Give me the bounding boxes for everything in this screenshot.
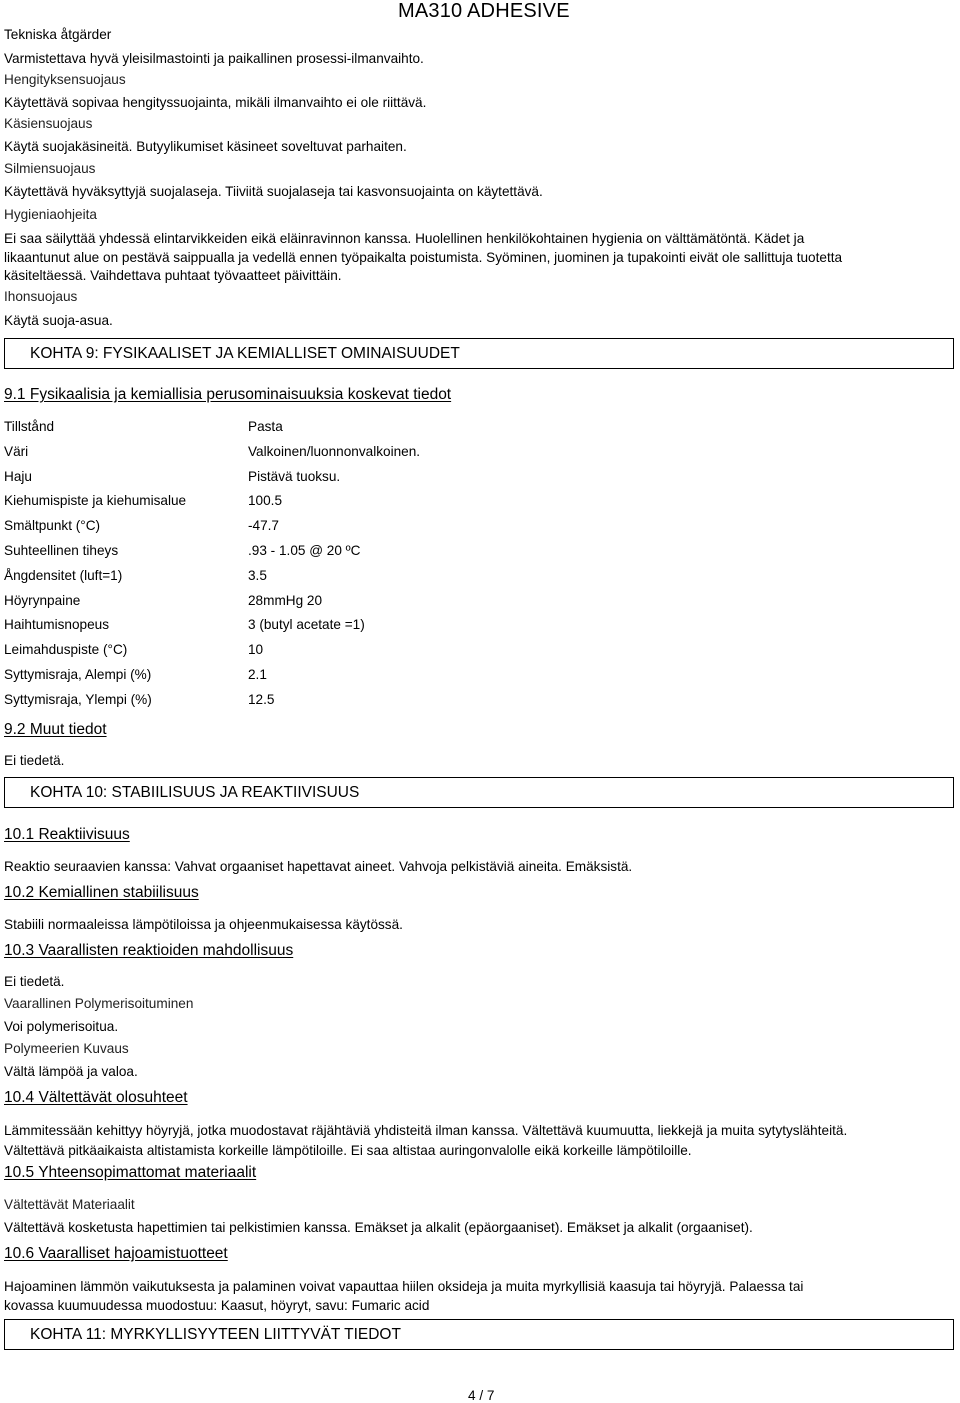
property-label: Ångdensitet (luft=1) bbox=[4, 568, 123, 583]
avoid-materials-heading: Vältettävät Materiaalit bbox=[4, 1197, 135, 1212]
property-value: 3 (butyl acetate =1) bbox=[248, 617, 365, 632]
property-value: 28mmHg 20 bbox=[248, 593, 323, 608]
hengitys-heading: Hengityksensuojaus bbox=[4, 72, 126, 87]
subsection-10-1-text: Reaktio seuraavien kanssa: Vahvat orgaaniset hapettavat aineet. Vahvoja pelkistäviä aineita. Emäksistä. bbox=[4, 859, 633, 874]
property-value: Pasta bbox=[248, 419, 283, 434]
subsection-10-4-title: 10.4 Vältettävät olosuhteet bbox=[4, 1089, 188, 1106]
section-10-header bbox=[4, 777, 954, 808]
subsection-10-1-title: 10.1 Reaktiivisuus bbox=[4, 826, 130, 843]
kasi-heading: Käsiensuojaus bbox=[4, 116, 93, 131]
section-11-header bbox=[4, 1319, 954, 1350]
property-label: Tillstånd bbox=[4, 419, 55, 434]
subsection-10-3-text: Ei tiedetä. bbox=[4, 974, 65, 989]
property-label: Haihtumisnopeus bbox=[4, 617, 110, 632]
section-9-title: KOHTA 9: FYSIKAALISET JA KEMIALLISET OMINAISUUDET bbox=[30, 345, 460, 362]
property-label: Haju bbox=[4, 469, 32, 484]
iho-text: Käytä suoja-asua. bbox=[4, 313, 113, 328]
subsection-10-2-title: 10.2 Kemiallinen stabiilisuus bbox=[4, 884, 199, 901]
property-label: Väri bbox=[4, 444, 29, 459]
tekniska-heading: Tekniska åtgärder bbox=[4, 27, 112, 42]
iho-heading: Ihonsuojaus bbox=[4, 289, 78, 304]
polymerisation-heading: Vaarallinen Polymerisoituminen bbox=[4, 996, 194, 1011]
property-value: -47.7 bbox=[248, 518, 279, 533]
property-value: .93 - 1.05 @ 20 ºC bbox=[248, 543, 361, 558]
page-number: 4 / 7 bbox=[468, 1388, 495, 1403]
tekniska-text: Varmistettava hyvä yleisilmastointi ja paikallinen prosessi-ilmanvaihto. bbox=[4, 51, 424, 66]
subsection-10-2-text: Stabiili normaaleissa lämpötiloissa ja ohjeenmukaisessa käytössä. bbox=[4, 917, 403, 932]
property-label: Kiehumispiste ja kiehumisalue bbox=[4, 493, 187, 508]
property-label: Höyrynpaine bbox=[4, 593, 81, 608]
property-label: Smältpunkt (°C) bbox=[4, 518, 101, 533]
property-value: 12.5 bbox=[248, 692, 275, 707]
section-11-title: KOHTA 11: MYRKYLLISYYTEEN LIITTYVÄT TIEDOT bbox=[30, 1326, 401, 1343]
section-9-header bbox=[4, 338, 954, 369]
property-value: Pistävä tuoksu. bbox=[248, 469, 341, 484]
property-label: Suhteellinen tiheys bbox=[4, 543, 119, 558]
hygienia-heading: Hygieniaohjeita bbox=[4, 207, 97, 222]
subsection-9-1-title: 9.1 Fysikaalisia ja kemiallisia perusominaisuuksia koskevat tiedot bbox=[4, 386, 452, 403]
property-value: 3.5 bbox=[248, 568, 267, 583]
subsection-9-2-title: 9.2 Muut tiedot bbox=[4, 721, 107, 738]
property-label: Leimahduspiste (°C) bbox=[4, 642, 128, 657]
section-10-title: KOHTA 10: STABIILISUUS JA REAKTIIVISUUS bbox=[30, 784, 360, 801]
subsection-10-5-text: Vältettävä kosketusta hapettimien tai pelkistimien kanssa. Emäkset ja alkalit (epäorgaaniset). Emäkset ja alkalit (orgaaniset). bbox=[4, 1220, 753, 1235]
polymer-description-text: Vältä lämpöä ja valoa. bbox=[4, 1064, 138, 1079]
property-label: Syttymisraja, Alempi (%) bbox=[4, 667, 152, 682]
silmien-heading: Silmiensuojaus bbox=[4, 161, 96, 176]
hygienia-text: Ei saa säilyttää yhdessä elintarvikkeiden eikä eläinravinnon kanssa. Huolellinen henkilökohtainen hygienia on välttämätöntä. Kädet ja likaantunut alue on pestävä saippualla ja vedellä ennen työpaikalta poistumista. Syöminen, juominen ja tupakointi eivät ole sallittuja tuotetta käsiteltäessä. Vaihdettava puhtaat työvaatteet päivittäin. bbox=[4, 231, 843, 283]
subsection-10-6-title: 10.6 Vaaralliset hajoamistuotteet bbox=[4, 1245, 228, 1262]
hengitys-text: Käytettävä sopivaa hengityssuojainta, mikäli ilmanvaihto ei ole riittävä. bbox=[4, 95, 427, 110]
subsection-10-4-text: Lämmitessään kehittyy höyryjä, jotka muodostavat räjähtäviä yhdisteitä ilman kanssa. Vältettävä kuumuutta, liekkejä ja muita sytytyslähteitä. Vältettävä pitkäaikaista altistamista korkeille lämpötiloille. Ei saa altistaa auringonvalolle eikä korkeille lämpötiloille. bbox=[4, 1123, 848, 1158]
subsection-10-6-text: Hajoaminen lämmön vaikutuksesta ja palaminen voivat vapauttaa hiilen oksideja ja muita myrkyllisiä kaasuja tai höyryjä. Palaessa tai kovassa kuumuudessa muodostuu: Kaasut, höyryt, savu: Fumaric acid bbox=[4, 1279, 804, 1313]
property-value: Valkoinen/luonnonvalkoinen. bbox=[248, 444, 421, 459]
property-value: 10 bbox=[248, 642, 264, 657]
property-value: 100.5 bbox=[248, 493, 283, 508]
subsection-10-5-title: 10.5 Yhteensopimattomat materiaalit bbox=[4, 1164, 257, 1181]
product-name: MA310 ADHESIVE bbox=[398, 0, 570, 22]
subsection-9-2-text: Ei tiedetä. bbox=[4, 753, 65, 768]
polymer-description-heading: Polymeerien Kuvaus bbox=[4, 1041, 129, 1056]
silmien-text: Käytettävä hyväksyttyjä suojalaseja. Tiiviitä suojalaseja tai kasvonsuojainta on käytettävä. bbox=[4, 184, 543, 199]
property-label: Syttymisraja, Ylempi (%) bbox=[4, 692, 152, 707]
subsection-10-3-title: 10.3 Vaarallisten reaktioiden mahdollisuus bbox=[4, 942, 294, 959]
property-value: 2.1 bbox=[248, 667, 267, 682]
kasi-text: Käytä suojakäsineitä. Butyylikumiset käsineet soveltuvat parhaiten. bbox=[4, 139, 407, 154]
polymerisation-text: Voi polymerisoitua. bbox=[4, 1019, 119, 1034]
